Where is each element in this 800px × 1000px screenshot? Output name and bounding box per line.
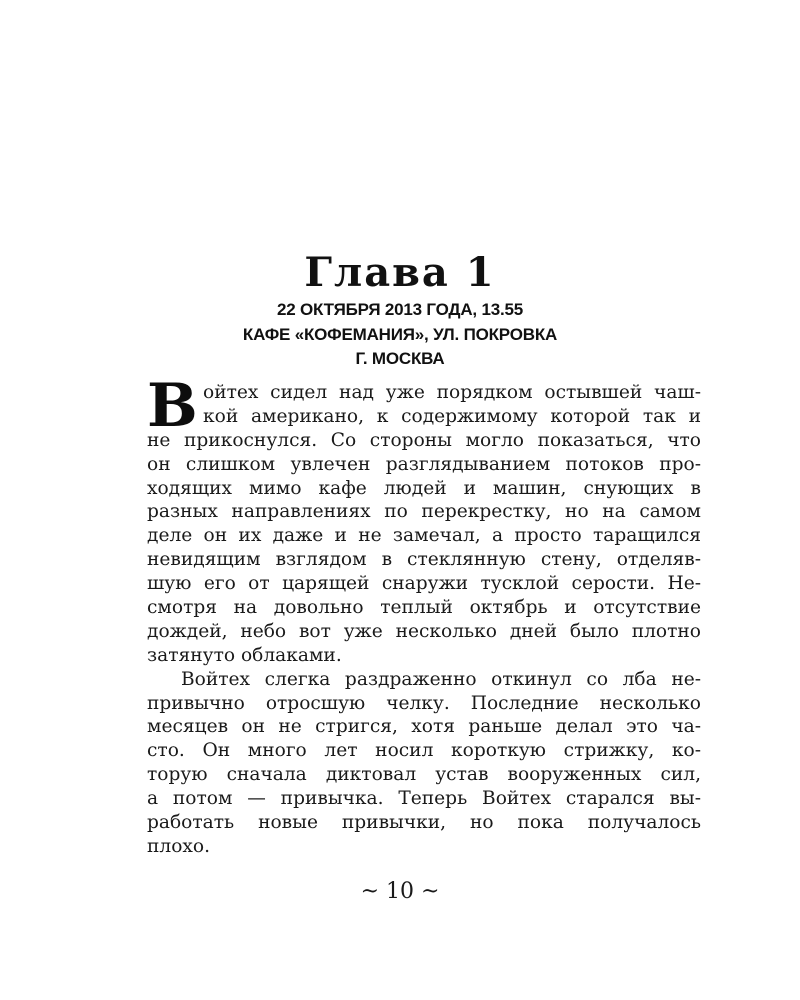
chapter-date-time: 22 ОКТЯБРЯ 2013 ГОДА, 13.55 bbox=[276, 300, 524, 319]
text-line: сто. Он много лет носил короткую стрижку, ко- bbox=[147, 740, 701, 762]
text-line: месяцев он не стригся, хотя раньше делал это ча- bbox=[147, 716, 701, 738]
text-line: торую сначала диктовал устав вооруженных сил, bbox=[147, 764, 701, 786]
text-line: а потом — привычка. Теперь Войтех старался вы- bbox=[147, 788, 701, 810]
text-line: плохо. bbox=[147, 835, 210, 857]
text-line: он слишком увлечен разглядыванием потоков про- bbox=[147, 453, 701, 475]
chapter-place: КАФЕ «КОФЕМАНИЯ», УЛ. ПОКРОВКА bbox=[242, 325, 558, 344]
text-line: смотря на довольно теплый октябрь и отсутствие bbox=[147, 597, 701, 619]
chapter-city: Г. МОСКВА bbox=[355, 349, 445, 368]
text-line: работать новые привычки, но пока получалось bbox=[147, 812, 701, 834]
text-line: не прикоснулся. Со стороны могло показаться, что bbox=[147, 429, 701, 451]
text-line: кой американо, к содержимому которой так и bbox=[203, 405, 701, 427]
text-line: разных направлениях по перекрестку, но на самом bbox=[147, 501, 701, 523]
text-line: Войтех слегка раздраженно откинул со лба не- bbox=[181, 668, 701, 690]
text-line: ойтех сидел над уже порядком остывшей чаш- bbox=[203, 382, 701, 403]
chapter-body-text bbox=[147, 371, 701, 859]
chapter-title: Глава 1 bbox=[304, 249, 496, 296]
text-line: затянуто облаками. bbox=[147, 644, 342, 666]
page-number: ~ 10 ~ bbox=[360, 879, 440, 904]
text-line: шую его от царящей снаружи тусклой серости. Не- bbox=[147, 573, 701, 595]
drop-cap: В bbox=[147, 371, 198, 441]
text-line: деле он их даже и не замечал, а просто таращился bbox=[147, 525, 701, 547]
text-line: ходящих мимо кафе людей и машин, снующих в bbox=[147, 477, 701, 499]
text-line: невидящим взглядом в стеклянную стену, отделяв- bbox=[147, 549, 701, 571]
text-line: дождей, небо вот уже несколько дней было плотно bbox=[147, 620, 701, 642]
text-line: привычно отросшую челку. Последние несколько bbox=[147, 692, 701, 714]
